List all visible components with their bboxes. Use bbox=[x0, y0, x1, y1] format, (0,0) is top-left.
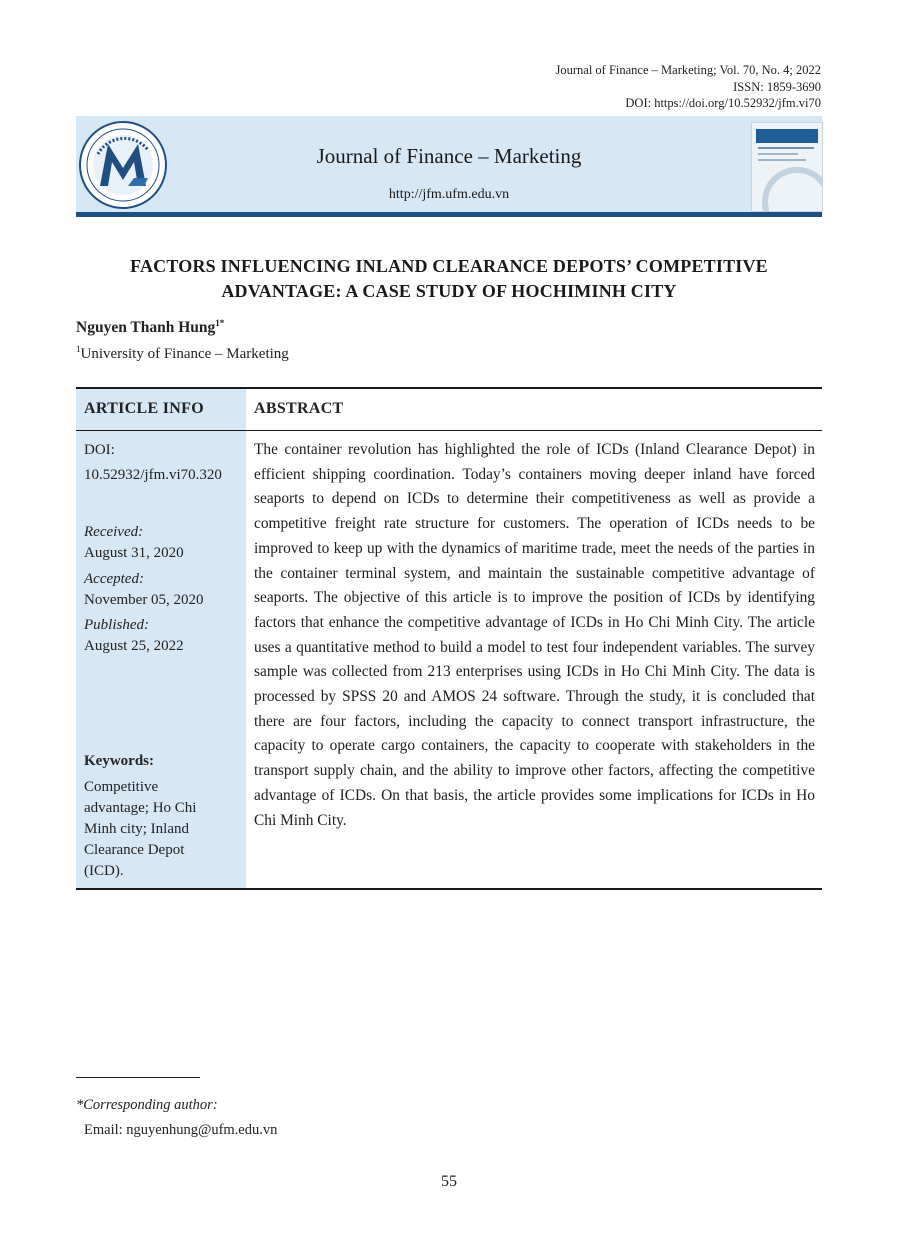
received-date: August 31, 2020 bbox=[84, 545, 184, 561]
corresponding-author-email[interactable]: Email: nguyenhung@ufm.edu.vn bbox=[84, 1122, 278, 1138]
doi-label: DOI: bbox=[84, 442, 115, 458]
received-label: Received: bbox=[84, 524, 144, 540]
box-bottom-rule bbox=[76, 888, 822, 890]
cover-band bbox=[756, 129, 818, 143]
page-number: 55 bbox=[441, 1173, 457, 1190]
accepted-label: Accepted: bbox=[84, 571, 144, 587]
abstract-text: The container revolution has highlighted the role of ICDs (Inland Clearance Depot) in efficient shipping coordination. Today’s containers moving deeper inland have forced seaports to depend on ICDs to determine their competitiveness as well as provide a competitive freight rate structure for customers. The operation of ICDs needs to be improved to keep up with the dynamics of maritime trade, meet the needs of the parties in the container terminal system, and maintain the sustainable competitive advantage of seaports. The objective of this article is to improve the position of ICDs by identifying factors that enhance the competitive advantage of ICDs in Ho Chi Minh City. The article uses a quantitative method to build a model to test four independent variables. The survey sample was collected from 213 enterprises using ICDs in Ho Chi Minh City. The data is processed by SPSS 20 and AMOS 24 software. Through the study, it is concluded that there are four factors, including the capacity to connect transport infrastructure, the capacity to operate cargo containers, the capacity to cooperate with stakeholders in the transport supply chain, and the ability to improve other factors, affecting the competitive advantage of ICDs. On that basis, the article provides some implications for ICDs in Ho Chi Minh City. bbox=[254, 441, 815, 829]
article-info-heading: ARTICLE INFO bbox=[84, 400, 204, 417]
published-date: August 25, 2022 bbox=[84, 638, 184, 654]
abstract-heading: ABSTRACT bbox=[254, 400, 344, 417]
accepted-date: November 05, 2020 bbox=[84, 592, 204, 608]
published-label: Published: bbox=[84, 617, 149, 633]
author-affiliation: $^1$University of Finance – Marketing bbox=[76, 344, 289, 362]
author-name: Nguyen Thanh Hung$^{1*}$ bbox=[76, 318, 225, 336]
keywords-line: Competitive bbox=[84, 779, 159, 795]
journal-citation: Journal of Finance – Marketing; Vol. 70, No. 4; 2022 bbox=[555, 63, 821, 77]
keywords-line: Minh city; Inland bbox=[84, 821, 189, 837]
footnote-rule bbox=[76, 1077, 200, 1078]
box-header-rule bbox=[76, 430, 822, 431]
journal-cover-thumbnail bbox=[751, 122, 823, 212]
author-mark: 1* bbox=[215, 318, 225, 328]
cover-emblem bbox=[762, 167, 823, 212]
keywords-label: Keywords: bbox=[84, 753, 154, 769]
journal-citation-block bbox=[556, 62, 822, 112]
journal-title: Journal of Finance – Marketing bbox=[316, 144, 582, 168]
affiliation-mark: 1 bbox=[76, 344, 81, 354]
doi-value[interactable]: 10.52932/jfm.vi70.320 bbox=[84, 467, 222, 483]
box-top-rule bbox=[76, 387, 822, 389]
corresponding-author-label: *Corresponding author: bbox=[76, 1097, 218, 1113]
keywords-line: advantage; Ho Chi bbox=[84, 800, 197, 816]
journal-url[interactable]: http://jfm.ufm.edu.vn bbox=[388, 187, 510, 202]
journal-doi: DOI: https://doi.org/10.52932/jfm.vi70 bbox=[625, 96, 821, 110]
journal-issn: ISSN: 1859-3690 bbox=[733, 79, 821, 94]
article-title: FACTORS INFLUENCING INLAND CLEARANCE DEPOTS’ COMPETITIVE ADVANTAGE: A CASE STUDY OF HOCHIMINH CITY bbox=[130, 256, 768, 301]
keywords-line: Clearance Depot bbox=[84, 842, 185, 858]
banner-divider bbox=[76, 215, 822, 217]
keywords-line: (ICD). bbox=[84, 863, 124, 879]
